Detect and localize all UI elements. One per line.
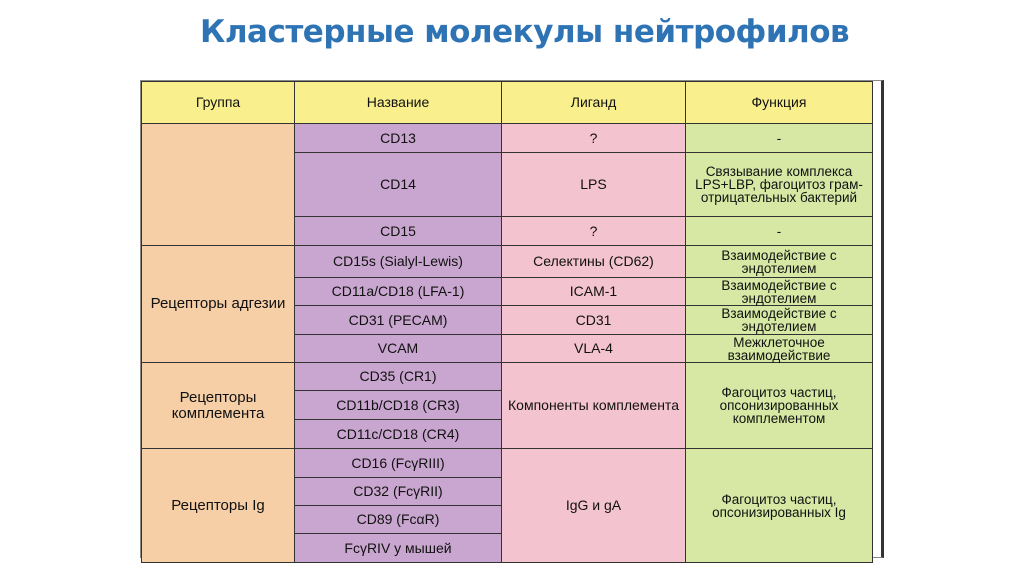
ligand-cell: IgG и gA [502,449,686,563]
ligand-cell: VLA-4 [502,335,686,363]
name-cell: CD16 (FcγRIII) [295,449,502,478]
header-row [142,82,873,124]
table-row [142,363,873,391]
ligand-cell: Компоненты комплемента [502,363,686,449]
cluster-molecules-table [141,81,873,563]
name-cell: CD11c/CD18 (CR4) [295,420,502,449]
function-cell: Связывание комплекса LPS+LBP, фагоцитоз грам-отрицательных бактерий [686,153,873,217]
name-cell: CD11a/CD18 (LFA-1) [295,278,502,306]
ligand-cell: ICAM-1 [502,278,686,306]
function-cell: - [686,217,873,246]
table-row [142,246,873,278]
ligand-cell: ? [502,124,686,153]
ligand-cell: LPS [502,153,686,217]
group-cell: Рецепторы Ig [142,449,295,563]
name-cell: CD15 [295,217,502,246]
function-cell: Взаимодействие с эндотелием [686,246,873,278]
name-cell: CD32 (FcγRII) [295,478,502,506]
name-cell: CD13 [295,124,502,153]
page-title: Кластерные молекулы нейтрофилов [200,14,850,50]
group-cell: Рецепторы адгезии [142,246,295,363]
function-cell: Взаимодействие с эндотелием [686,278,873,306]
ligand-cell: Селектины (CD62) [502,246,686,278]
table-frame [140,80,884,558]
name-cell: VCAM [295,335,502,363]
name-cell: CD31 (PECAM) [295,306,502,335]
name-cell: FcγRIV у мышей [295,534,502,563]
header-function: Функция [686,82,873,124]
name-cell: CD35 (CR1) [295,363,502,391]
function-cell: Фагоцитоз частиц, опсонизированных Ig [686,449,873,563]
table-row [142,124,873,153]
name-cell: CD89 (FcαR) [295,506,502,534]
ligand-cell: CD31 [502,306,686,335]
ligand-cell: ? [502,217,686,246]
header-name: Название [295,82,502,124]
function-cell: - [686,124,873,153]
name-cell: CD11b/CD18 (CR3) [295,391,502,420]
name-cell: CD14 [295,153,502,217]
function-cell: Взаимодействие с эндотелием [686,306,873,335]
group-cell [142,124,295,246]
header-ligand: Лиганд [502,82,686,124]
function-cell: Межклеточное взаимодействие [686,335,873,363]
function-cell: Фагоцитоз частиц, опсонизированных комплементом [686,363,873,449]
table-row [142,449,873,478]
name-cell: CD15s (Sialyl-Lewis) [295,246,502,278]
header-group: Группа [142,82,295,124]
group-cell: Рецепторы комплемента [142,363,295,449]
